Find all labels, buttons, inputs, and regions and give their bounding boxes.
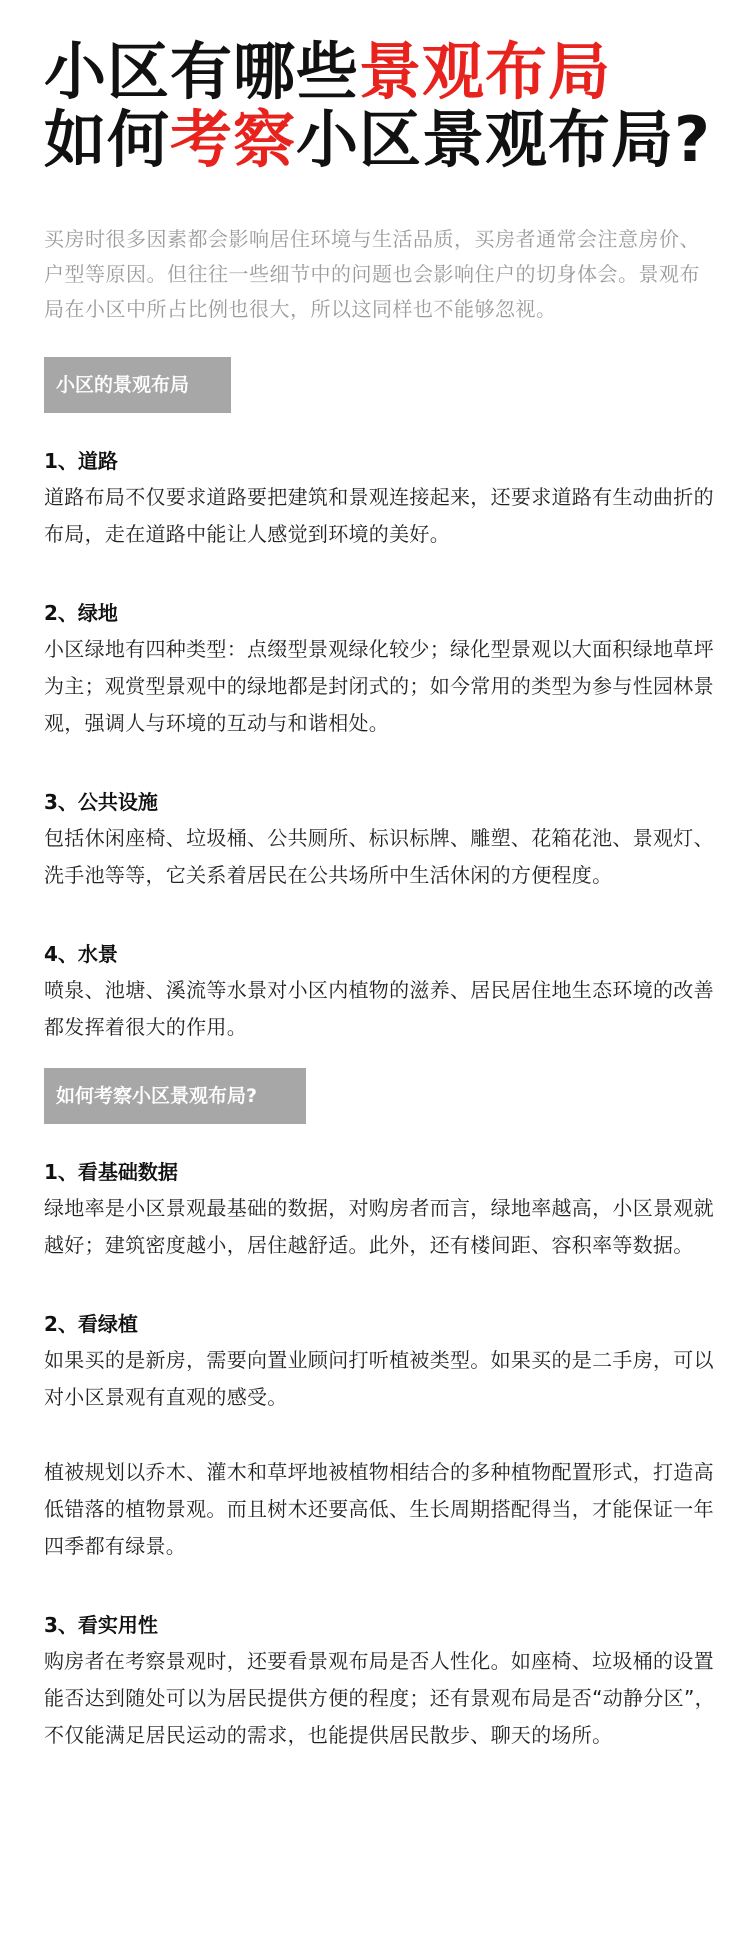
section-heading-practicality: 3、看实用性: [44, 1613, 158, 1637]
section-text-greenland: 小区绿地有四种类型：点缀型景观绿化较少；绿化型景观以大面积绿地草坪为主；观赏型景观中的绿地都是封闭式的；如今常用的类型为参与性园林景观，强调人与环境的互动与和谐相处。: [44, 637, 714, 735]
section-heading-greenland: 2、绿地: [44, 601, 118, 625]
title-text: 小区景观布局?: [296, 103, 711, 176]
section-text-road: 道路布局不仅要求道路要把建筑和景观连接起来，还要求道路有生动曲折的布局，走在道路中能让人感觉到环境的美好。: [44, 485, 714, 546]
section-heading-road: 1、道路: [44, 449, 118, 473]
article-title: [44, 0, 716, 174]
section-heading-plants: 2、看绿植: [44, 1312, 138, 1336]
section-tag-how-to-inspect: 如何考察小区景观布局?: [44, 1068, 306, 1124]
section-heading-water: 4、水景: [44, 942, 118, 966]
section-heading-facilities: 3、公共设施: [44, 790, 158, 814]
intro-paragraph: 买房时很多因素都会影响居住环境与生活品质，买房者通常会注意房价、户型等原因。但往往一些细节中的问题也会影响住户的切身体会。景观布局在小区中所占比例也很大，所以这同样也不能够忽视。: [44, 227, 700, 321]
section-tag-landscape-layout: 小区的景观布局: [44, 357, 231, 413]
title-line-2: [44, 103, 716, 176]
title-highlight: 景观布局: [359, 35, 612, 108]
title-text: 小区有哪些: [44, 35, 360, 108]
section-text-water: 喷泉、池塘、溪流等水景对小区内植物的滋养、居民居住地生态环境的改善都发挥着很大的作用。: [44, 978, 714, 1039]
section-text-basic-data: 绿地率是小区景观最基础的数据，对购房者而言，绿地率越高，小区景观就越好；建筑密度越小，居住越舒适。此外，还有楼间距、容积率等数据。: [44, 1196, 714, 1257]
section-text-facilities: 包括休闲座椅、垃圾桶、公共厕所、标识标牌、雕塑、花箱花池、景观灯、洗手池等等，它关系着居民在公共场所中生活休闲的方便程度。: [44, 826, 714, 887]
title-line-1: [44, 35, 716, 108]
title-highlight: 考察: [170, 103, 297, 176]
section-text-plants-2: 植被规划以乔木、灌木和草坪地被植物相结合的多种植物配置形式，打造高低错落的植物景观。而且树木还要高低、生长周期搭配得当，才能保证一年四季都有绿景。: [44, 1460, 714, 1558]
section-text-plants: 如果买的是新房，需要向置业顾问打听植被类型。如果买的是二手房，可以对小区景观有直观的感受。: [44, 1348, 714, 1409]
section-heading-basic-data: 1、看基础数据: [44, 1160, 178, 1184]
section-text-practicality: 购房者在考察景观时，还要看景观布局是否人性化。如座椅、垃圾桶的设置能否达到随处可以为居民提供方便的程度；还有景观布局是否“动静分区”，不仅能满足居民运动的需求，也能提供居民散步、聊天的场所。: [44, 1649, 715, 1747]
title-text: 如何: [44, 103, 171, 176]
